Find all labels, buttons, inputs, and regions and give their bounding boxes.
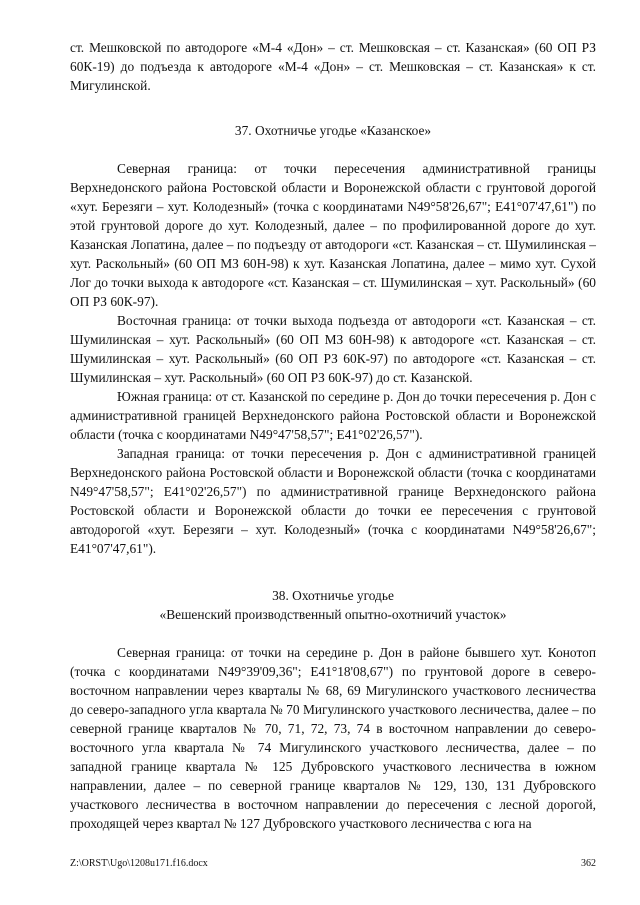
section-37-east-border: Восточная граница: от точки выхода подъезда от автодороги «ст. Казанская – ст. Шумилинская – хут. Раскольный» (60 ОП МЗ 60Н-98) к автодороге «ст. Казанская – ст. Шумилинская – хут. Раскольный» (60 ОП РЗ 60К-97) по автодороге «ст. Казанская – ст. Шумилинская – хут. Раскольный» (60 ОП РЗ 60К-97) до ст. Казанской.	[70, 313, 596, 385]
section-38-heading-line-1: 38. Охотничье угодье	[272, 588, 394, 603]
section-38-north-border: Северная граница: от точки на середине р. Дон в районе бывшего хут. Конотоп (точка с координатами N49°39'09,36"; E41°18'08,67") по грунтовой дороге в северо-восточном направлении через кварталы № 68, 69 Мигулинского участкового лесничества до северо-западного угла квартала № 70 Мигулинского участкового лесничества, далее – по северной границе кварталов № 70, 71, 72, 73, 74 в восточном направлении до северо-восточного угла квартала № 74 Мигулинского участкового лесничества, далее – по западной границе квартала № 125 Дубровского участкового лесничества в южном направлении, далее – по северной границе кварталов № 129, 130, 131 Дубровского участкового лесничества в восточном направлении до пересечения с лесной дорогой, проходящей через квартал № 127 Дубровского участкового лесничества с юга на	[70, 645, 596, 831]
footer-file-path: Z:\ORST\Ugo\1208u171.f16.docx	[70, 858, 208, 869]
section-38-heading	[70, 586, 596, 624]
section-37-north-border: Северная граница: от точки пересечения административной границы Верхнедонского района Ростовской области и Воронежской области с грунтовой дорогой «хут. Березяги – хут. Колодезный» (точка с координатами N49°58'26,67"; E41°07'47,61") по этой грунтовой дороге до хут. Колодезный, далее – по профилированной дороге до хут. Казанская Лопатина, далее – по подъезду от автодороги «ст. Казанская – ст. Шумилинская – хут. Раскольный» (60 ОП МЗ 60Н-98) к хут. Казанская Лопатина, далее – мимо хут. Сухой Лог до точки выхода к автодороге «ст. Казанская – ст. Шумилинская – хут. Раскольный» (60 ОП РЗ 60К-97).	[70, 161, 596, 309]
section-37-heading: 37. Охотничье угодье «Казанское»	[234, 123, 432, 138]
section-38-heading-line-2: «Вешенский производственный опытно-охотничий участок»	[159, 607, 507, 622]
intro-block	[70, 38, 596, 95]
footer-page-number: 362	[581, 858, 596, 869]
section-37-body	[70, 159, 596, 558]
section-37-west-border: Западная граница: от точки пересечения р. Дон с административной границей Верхнедонского района Ростовской области и Воронежской области (точка с координатами N49°47'58,57"; E41°02'26,57") по административной границе Верхнедонского района Ростовской области и Воронежской области до точки ее пересечения с грунтовой автодорогой «хут. Березяги – хут. Колодезный» (точка с координатами N49°58'26,67"; E41°07'47,61").	[70, 446, 596, 556]
intro-paragraph: ст. Мешковской по автодороге «М-4 «Дон» – ст. Мешковская – ст. Казанская» (60 ОП РЗ 60К-19) до подъезда к автодороге «М-4 «Дон» – ст. Мешковская – ст. Казанская» к ст. Мигулинской.	[70, 40, 596, 93]
section-38-body	[70, 643, 596, 833]
section-37-south-border: Южная граница: от ст. Казанской по середине р. Дон до точки пересечения р. Дон с административной границей Верхнедонского района Ростовской области и Воронежской области (точка с координатами N49°47'58,57"; E41°02'26,57").	[70, 389, 596, 442]
